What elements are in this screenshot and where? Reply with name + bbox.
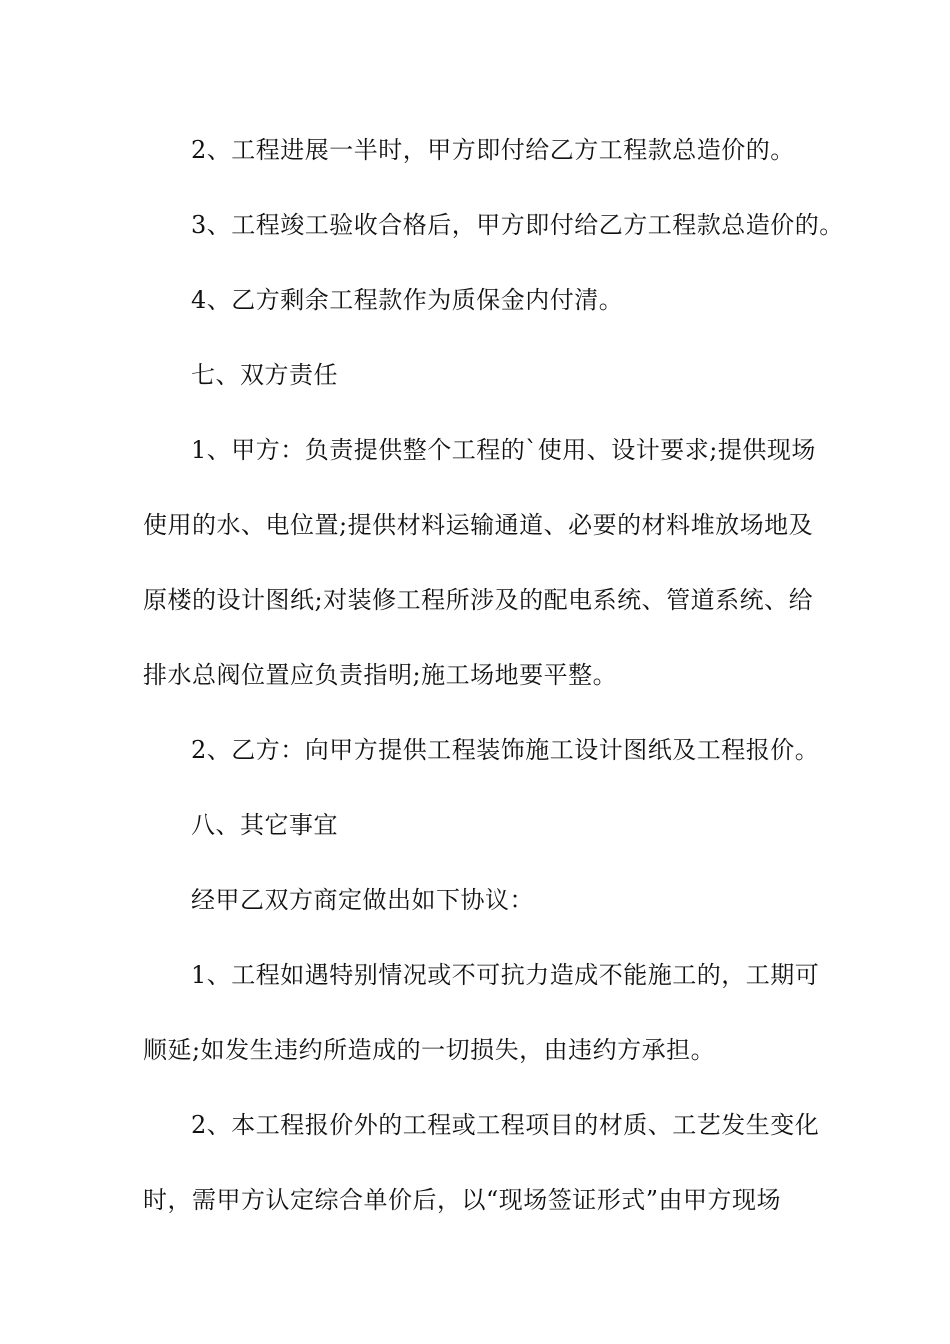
section-heading-responsibilities: 七、双方责任 — [191, 361, 338, 389]
party-a-clause-line-1: 1、甲方：负责提供整个工程的`使用、设计要求;提供现场 — [191, 436, 816, 464]
party-a-clause-line-2: 使用的水、电位置;提供材料运输通道、必要的材料堆放场地及 — [143, 511, 814, 539]
payment-clause-3: 3、工程竣工验收合格后，甲方即付给乙方工程款总造价的。 — [191, 211, 844, 239]
party-a-clause-line-3: 原楼的设计图纸;对装修工程所涉及的配电系统、管道系统、给 — [143, 586, 814, 614]
other-clause-2-line-2: 时，需甲方认定综合单价后，以“现场签证形式”由甲方现场 — [143, 1186, 782, 1214]
agreement-intro: 经甲乙双方商定做出如下协议： — [191, 886, 534, 914]
other-clause-1-line-1: 1、工程如遇特别情况或不可抗力造成不能施工的，工期可 — [191, 961, 820, 989]
payment-clause-2: 2、工程进展一半时，甲方即付给乙方工程款总造价的。 — [191, 136, 795, 164]
party-a-clause-line-4: 排水总阀位置应负责指明;施工场地要平整。 — [143, 661, 618, 689]
party-b-clause: 2、乙方：向甲方提供工程装饰施工设计图纸及工程报价。 — [191, 736, 820, 764]
section-heading-other-matters: 八、其它事宜 — [191, 811, 338, 839]
other-clause-1-line-2: 顺延;如发生违约所造成的一切损失，由违约方承担。 — [143, 1036, 716, 1064]
payment-clause-4: 4、乙方剩余工程款作为质保金内付清。 — [191, 286, 624, 314]
other-clause-2-line-1: 2、本工程报价外的工程或工程项目的材质、工艺发生变化 — [191, 1111, 820, 1139]
